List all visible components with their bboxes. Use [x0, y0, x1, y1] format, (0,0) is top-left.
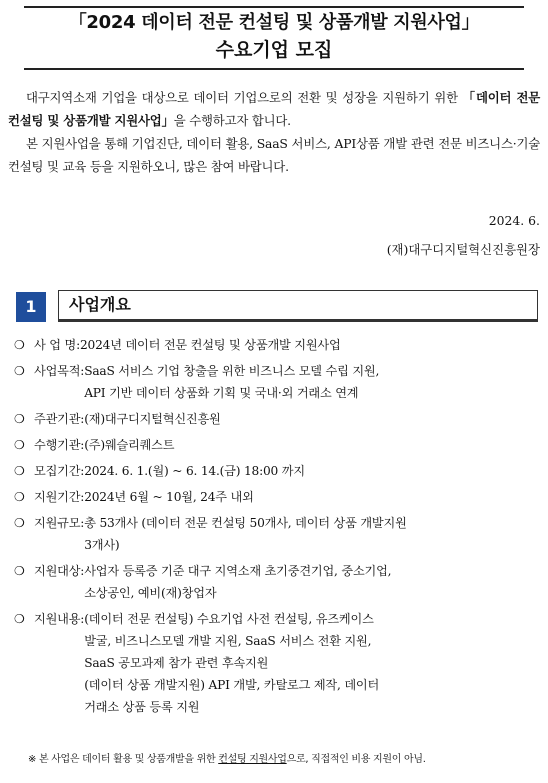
footnote-prefix: ※ 본 사업은 데이터 활용 및 상품개발을 위한 — [28, 754, 219, 765]
item-value: 2024. 6. 1.(월) ~ 6. 14.(금) 18:00 까지 — [84, 464, 305, 478]
list-item-content — [14, 608, 540, 718]
circle-bullet-icon: ❍ — [14, 464, 25, 478]
item-value — [84, 608, 540, 718]
circle-bullet-icon: ❍ — [14, 438, 25, 452]
intro-text-b: 을 수행하고자 합니다. — [173, 113, 291, 128]
overview-list — [14, 334, 540, 722]
page-subtitle: 수요기업 모집 — [215, 39, 333, 61]
list-item-host — [14, 408, 540, 430]
circle-bullet-icon: ❍ — [14, 338, 25, 352]
intro-text — [8, 86, 540, 178]
item-value-line: 소상공인, 예비(재)창업자 — [84, 586, 217, 600]
item-label: 지원기간: — [34, 490, 85, 504]
intro-text-a: 대구지역소재 기업을 대상으로 데이터 기업으로의 전환 및 성장을 지원하기 위한 — [26, 90, 463, 105]
item-label: 모집기간: — [34, 464, 85, 478]
circle-bullet-icon: ❍ — [14, 364, 25, 378]
circle-bullet-icon: ❍ — [14, 564, 25, 578]
intro-paragraph-2: 본 지원사업을 통해 기업진단, 데이터 활용, SaaS 서비스, API상품 개발 관련 전문 비즈니스·기술 컨설팅 및 교육 등을 지원하오니, 많은 참여 바랍니다. — [8, 136, 540, 174]
item-value: (주)웨슬리퀘스트 — [84, 438, 175, 452]
section-header — [8, 290, 540, 326]
item-label: 주관기관: — [34, 412, 85, 426]
footnote-emphasis: 컨설팅 지원사업 — [218, 754, 287, 765]
list-item-operator — [14, 434, 540, 456]
item-value — [84, 512, 540, 556]
item-value-line: 사업자 등록증 기준 대구 지역소재 초기중견기업, 중소기업, — [84, 564, 392, 578]
item-value-line: SaaS 서비스 기업 창출을 위한 비즈니스 모델 수립 지원, — [84, 364, 380, 378]
item-value-line: 거래소 상품 등록 지원 — [84, 700, 200, 714]
item-label: 지원내용: — [34, 612, 85, 626]
item-label: 지원규모: — [34, 516, 85, 530]
list-item-support-period — [14, 486, 540, 508]
footnote-suffix: 으로, 직접적인 비용 지원이 아님. — [286, 754, 426, 765]
circle-bullet-icon: ❍ — [14, 612, 25, 626]
item-value-line: 총 53개사 (데이터 전문 컨설팅 50개사, 데이터 상품 개발지원 — [84, 516, 407, 530]
section-number: 1 — [16, 292, 46, 322]
list-item-period — [14, 460, 540, 482]
item-value — [84, 360, 540, 404]
page-title: 「2024 데이터 전문 컨설팅 및 상품개발 지원사업」 — [68, 12, 480, 33]
list-item-target — [14, 560, 540, 604]
item-value-line: 발굴, 비즈니스모델 개발 지원, SaaS 서비스 전환 지원, — [84, 634, 372, 648]
intro-program-name: 「데이터 전문 컨설팅 및 상품개발 지원사업」 — [8, 90, 541, 128]
item-value-line: 3개사) — [84, 538, 120, 552]
item-value-line: SaaS 공모과제 참가 관련 후속지원 — [84, 656, 269, 670]
footnote — [28, 750, 538, 765]
item-value-line: (데이터 전문 컨설팅) 수요기업 사전 컨설팅, 유즈케이스 — [84, 612, 374, 626]
issuing-organization: (재)대구디지털혁신진흥원장 — [386, 242, 540, 257]
item-value-line: (데이터 상품 개발지원) API 개발, 카탈로그 제작, 데이터 — [84, 678, 380, 692]
item-value-line: API 기반 데이터 상품화 기획 및 국내·외 거래소 연계 — [84, 386, 359, 400]
item-value — [84, 560, 540, 604]
item-label: 사 업 명: — [34, 338, 80, 352]
item-label: 지원대상: — [34, 564, 85, 578]
item-label: 수행기관: — [34, 438, 85, 452]
circle-bullet-icon: ❍ — [14, 516, 25, 530]
list-item-scale — [14, 512, 540, 556]
list-item-name — [14, 334, 540, 356]
item-label: 사업목적: — [34, 364, 85, 378]
announcement-date: 2024. 6. — [488, 213, 540, 228]
circle-bullet-icon: ❍ — [14, 490, 25, 504]
item-value: 2024년 데이터 전문 컨설팅 및 상품개발 지원사업 — [79, 338, 341, 352]
intro-paragraph-1 — [8, 86, 540, 132]
item-value: 2024년 6월 ~ 10월, 24주 내외 — [84, 490, 254, 504]
circle-bullet-icon: ❍ — [14, 412, 25, 426]
list-item-purpose — [14, 360, 540, 404]
item-value: (재)대구디지털혁신진흥원 — [84, 412, 221, 426]
section-title: 사업개요 — [58, 290, 538, 322]
title-box — [24, 6, 524, 70]
